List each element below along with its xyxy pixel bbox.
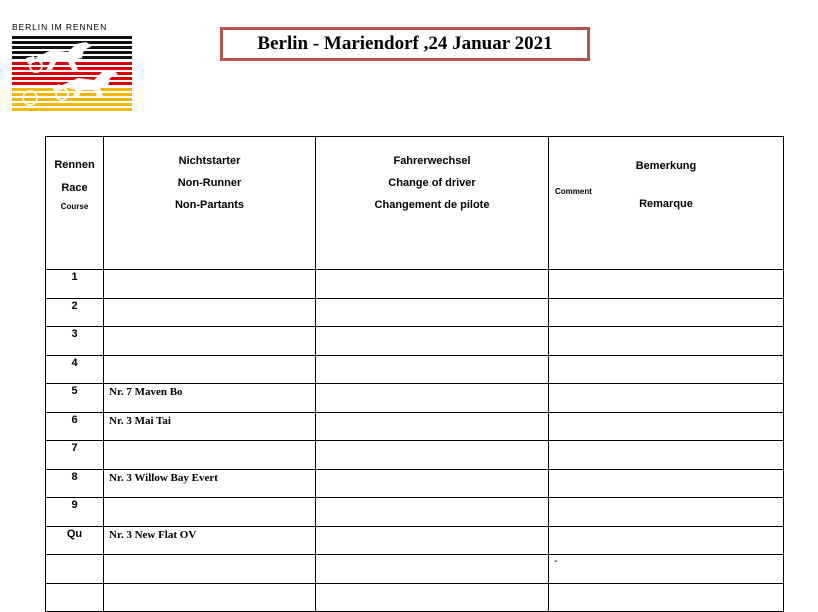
table-row <box>46 555 784 584</box>
header-remarks-fr: Remarque <box>639 198 693 210</box>
header-non-runner-en: Non-Runner <box>177 177 242 189</box>
race-changes-table <box>45 136 784 612</box>
header-remarks <box>549 137 784 270</box>
non-runner-cell <box>104 583 316 612</box>
remark-cell: - <box>549 555 784 584</box>
table-row <box>46 583 784 612</box>
header-remarks-de: Bemerkung <box>635 160 697 172</box>
title-box <box>220 27 590 61</box>
non-runner-cell <box>104 498 316 527</box>
race-cell <box>46 555 104 584</box>
table-row <box>46 412 784 441</box>
table-row <box>46 469 784 498</box>
non-runner-cell <box>104 270 316 299</box>
table-row <box>46 355 784 384</box>
header-driver-change-de: Fahrerwechsel <box>393 155 471 167</box>
driver-change-cell <box>316 555 549 584</box>
driver-change-cell <box>316 412 549 441</box>
header-non-runner <box>104 137 316 270</box>
remark-cell <box>549 498 784 527</box>
race-cell: 8 <box>46 469 104 498</box>
race-cell <box>46 583 104 612</box>
header-driver-change-en: Change of driver <box>388 177 476 189</box>
remark-cell <box>549 384 784 413</box>
remark-cell <box>549 298 784 327</box>
race-cell: Qu <box>46 526 104 555</box>
non-runner-cell: Nr. 3 New Flat OV <box>104 526 316 555</box>
table-row <box>46 498 784 527</box>
race-cell: 6 <box>46 412 104 441</box>
remark-cell <box>549 270 784 299</box>
non-runner-cell <box>104 555 316 584</box>
non-runner-cell: Nr. 7 Maven Bo <box>104 384 316 413</box>
race-cell: 9 <box>46 498 104 527</box>
race-cell: 7 <box>46 441 104 470</box>
logo-text: BERLIN IM RENNEN <box>12 22 108 32</box>
table-row <box>46 526 784 555</box>
page-title: Berlin - Mariendorf ,24 Januar 2021 <box>257 33 553 54</box>
remark-cell <box>549 355 784 384</box>
table-row <box>46 298 784 327</box>
driver-change-cell <box>316 355 549 384</box>
table-row <box>46 441 784 470</box>
driver-change-cell <box>316 270 549 299</box>
race-cell: 3 <box>46 327 104 356</box>
driver-change-cell <box>316 327 549 356</box>
race-cell: 1 <box>46 270 104 299</box>
table-row <box>46 327 784 356</box>
table-row <box>46 384 784 413</box>
driver-change-cell <box>316 469 549 498</box>
non-runner-cell <box>104 298 316 327</box>
driver-change-cell <box>316 298 549 327</box>
remark-cell <box>549 526 784 555</box>
trotting-horse-logo-icon <box>12 36 132 112</box>
remark-cell <box>549 327 784 356</box>
remark-cell <box>549 583 784 612</box>
table-row <box>46 270 784 299</box>
header-race-fr: Course <box>60 202 89 211</box>
header-non-runner-fr: Non-Partants <box>174 199 245 211</box>
table-header-row <box>46 137 784 270</box>
logo <box>12 22 132 112</box>
driver-change-cell <box>316 498 549 527</box>
header-remarks-en: Comment <box>555 187 592 196</box>
remark-cell <box>549 469 784 498</box>
non-runner-cell <box>104 355 316 384</box>
driver-change-cell <box>316 384 549 413</box>
driver-change-cell <box>316 583 549 612</box>
header-driver-change <box>316 137 549 270</box>
header-race-de: Rennen <box>54 159 95 171</box>
non-runner-cell: Nr. 3 Mai Tai <box>104 412 316 441</box>
header-driver-change-fr: Changement de pilote <box>374 199 490 211</box>
remark-cell <box>549 412 784 441</box>
header-non-runner-de: Nichtstarter <box>178 155 241 167</box>
non-runner-cell <box>104 327 316 356</box>
header-race-en: Race <box>61 182 88 194</box>
non-runner-cell <box>104 441 316 470</box>
driver-change-cell <box>316 526 549 555</box>
non-runner-cell: Nr. 3 Willow Bay Evert <box>104 469 316 498</box>
header-race <box>46 137 104 270</box>
race-cell: 5 <box>46 384 104 413</box>
race-cell: 4 <box>46 355 104 384</box>
remark-cell <box>549 441 784 470</box>
driver-change-cell <box>316 441 549 470</box>
race-cell: 2 <box>46 298 104 327</box>
